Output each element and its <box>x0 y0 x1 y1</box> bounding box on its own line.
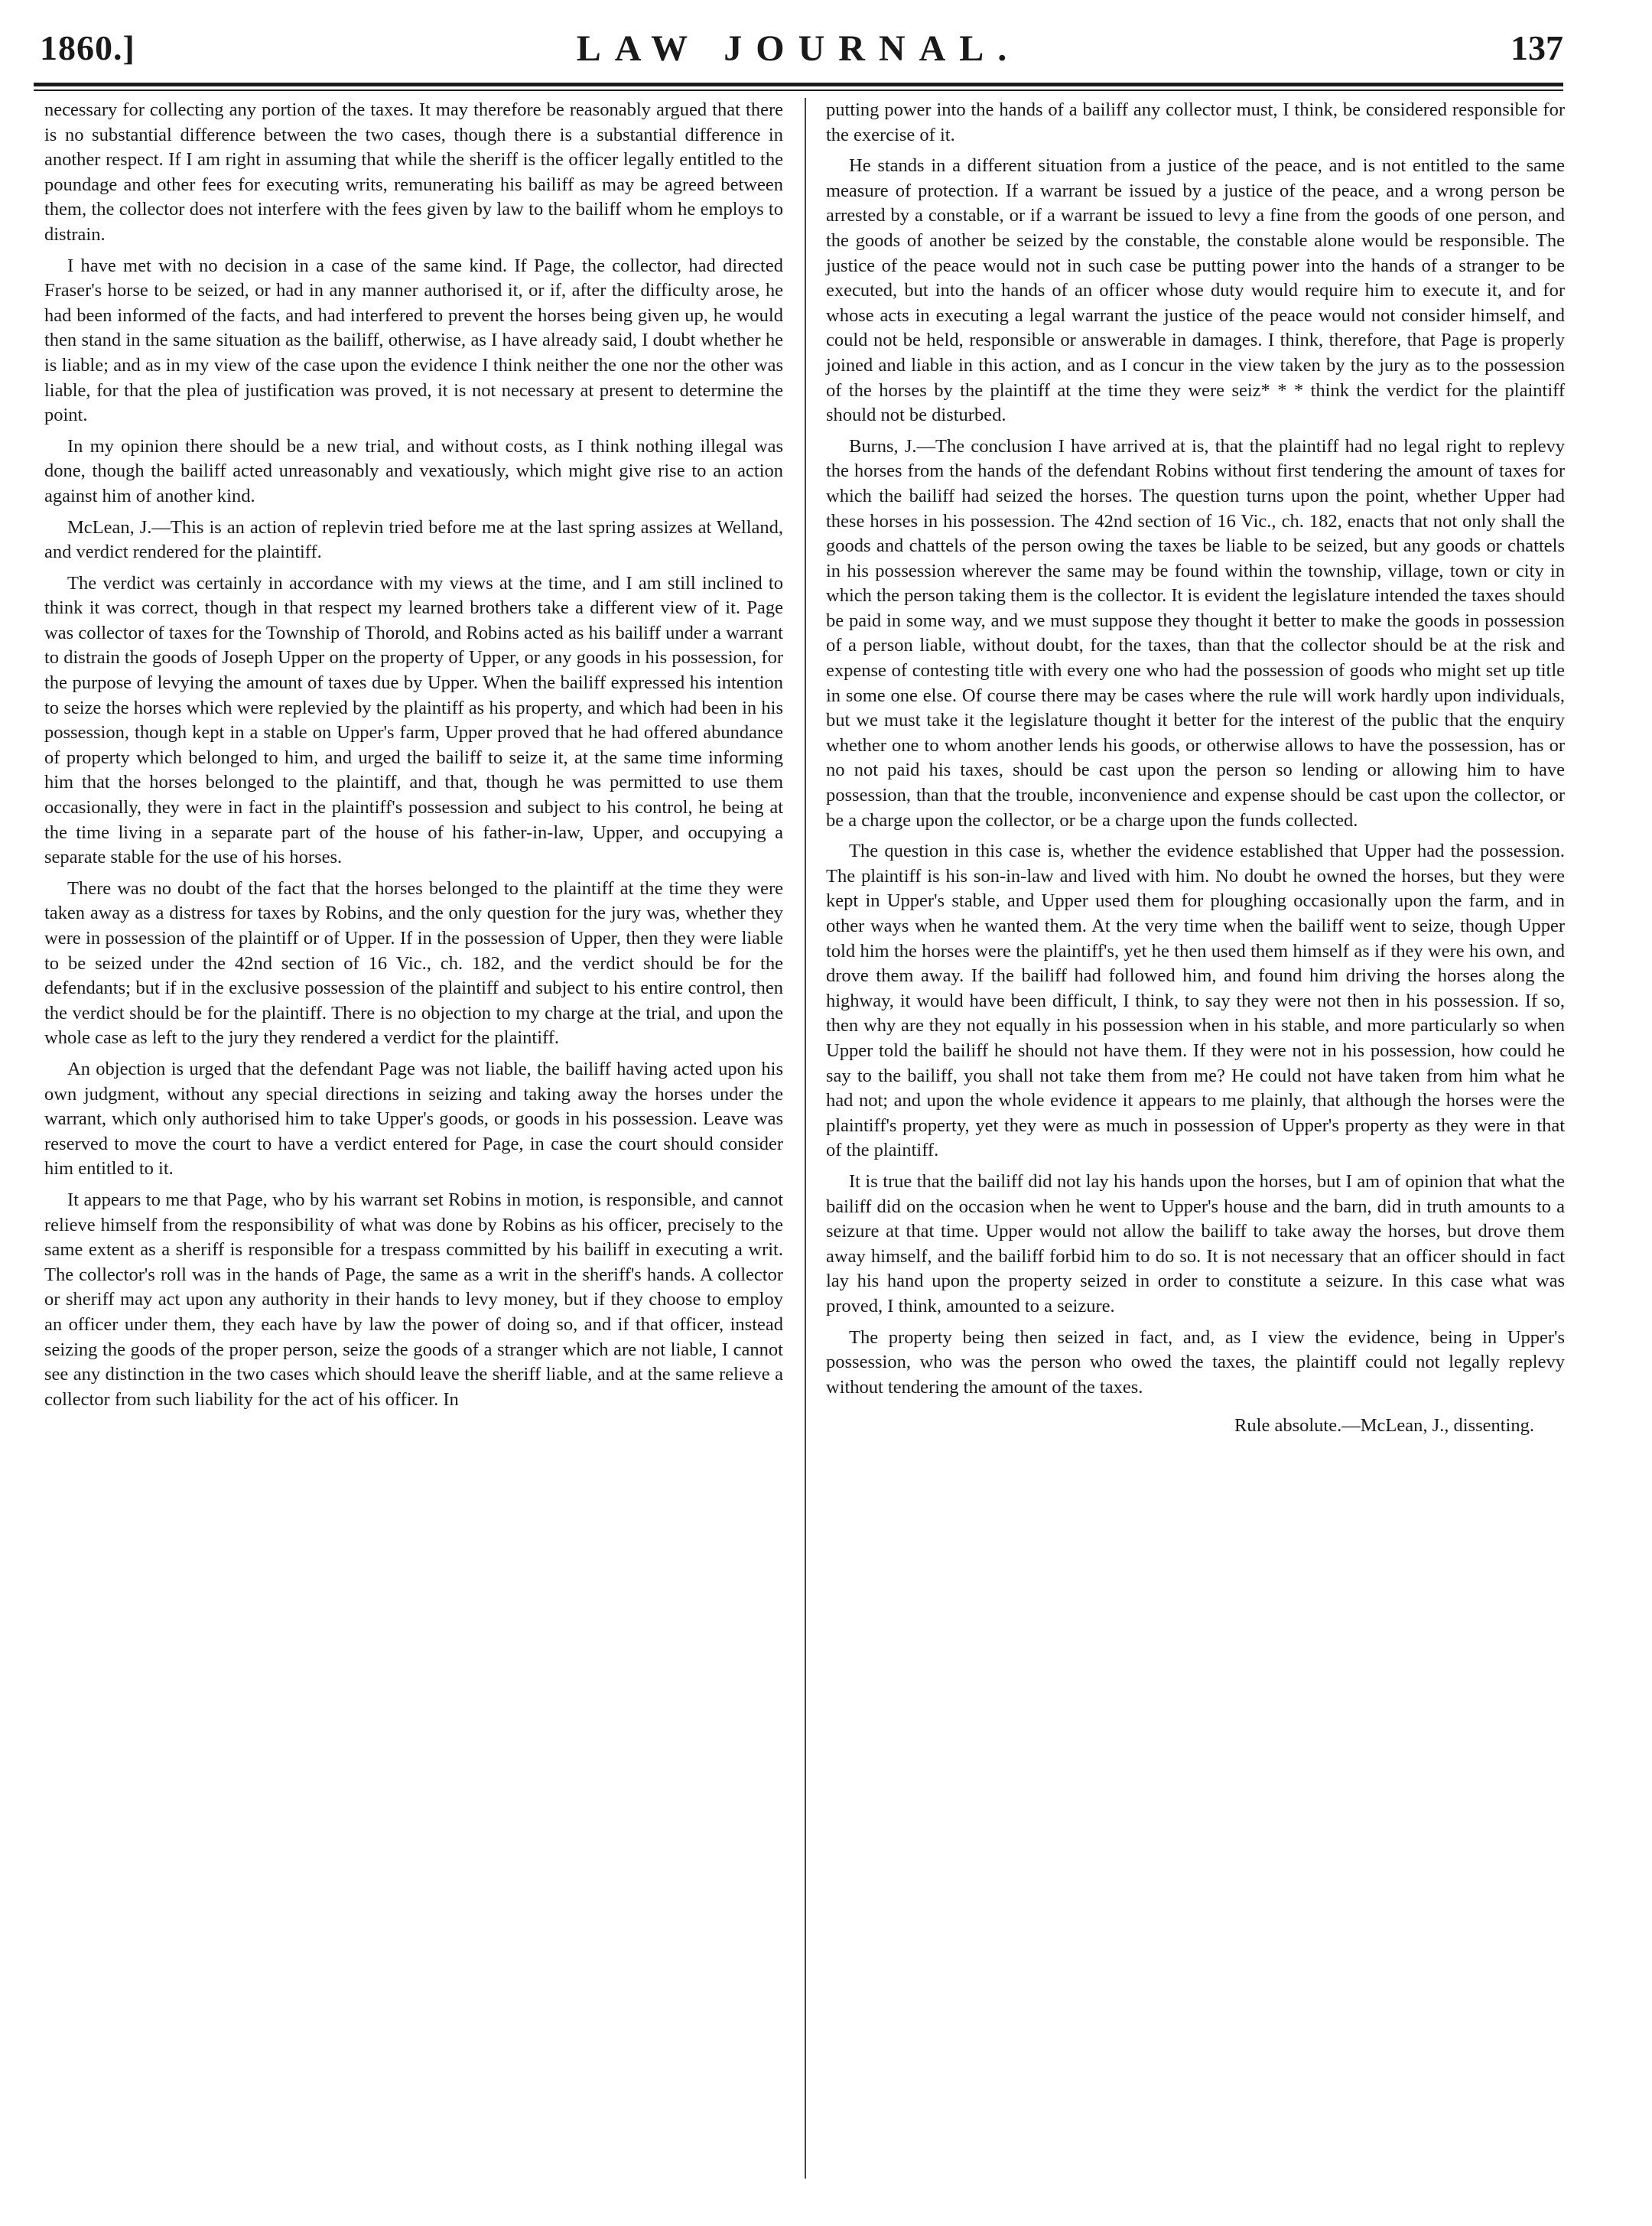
column-divider <box>805 98 806 2179</box>
header-rule-thick <box>34 83 1563 86</box>
journal-title: LAW JOURNAL. <box>576 28 1021 69</box>
paragraph: It is true that the bailiff did not lay his hands upon the horses, but I am of opinion that what the bailiff did on the occasion when he went to Upper's house and the barn, did in truth amounts to a seizure at that time. Upper would not allow the bailiff to take away the horses, but drove them away himself, and the bailiff forbid him to do so. It is not necessary that an officer should in fact lay his hand upon the property seized in order to constitute a seizure. In this case what was proved, I think, amounted to a seizure. <box>826 1170 1565 1316</box>
paragraph: Burns, J.—The conclusion I have arrived at is, that the plaintiff had no legal right to replevy the horses from the hands of the defendant Robins without first tendering the amount of taxes for which the bailiff had seized the horses. The question turns upon the point, whether Upper had these horses in his possession. The 42nd section of 16 Vic., ch. 182, enacts that not only shall the goods and chattels of the person owing the taxes be liable to be seized, but any goods or chattels in his possession wherever the same may be found within the township, village, town or city in which the person taking them is the collector. It is evident the legislature intended the taxes should be paid in some way, and we must suppose they thought it better to make the goods in possession of a person liable, without doubt, for the taxes, than that the collector should be at the risk and expense of contesting title with every one who had the possession of goods who might set up title in some one else. Of course there may be cases where the rule will work hardly upon individuals, but we must take it the legislature thought it better for the interest of the public that the enquiry whether one to whom another lends his goods, or otherwise allows to have the possession, has or no not paid his taxes, should be cast upon the person so lending or allowing him to have possession, than that the trouble, inconvenience and expense should be cast upon the collector, or be a charge upon the collector, or be a charge upon the funds collected. <box>826 435 1565 831</box>
paragraph: There was no doubt of the fact that the horses belonged to the plaintiff at the time they were taken away as a distress for taxes by Robins, and the only question for the jury was, whether they were in possession of the plaintiff or of Upper. If in the possession of Upper, then they were liable to be seized under the 42nd section of 16 Vic., ch. 182, and the verdict should be for the defendants; but if in the exclusive possession of the plaintiff and subject to his entire control, then the verdict should be for the plaintiff. There is no objection to my charge at the trial, and upon the whole case as left to the jury they rendered a verdict for the plaintiff. <box>44 877 783 1049</box>
paragraph: McLean, J.—This is an action of replevin tried before me at the last spring assizes at Welland, and verdict rendered for the plaintiff. <box>44 516 783 563</box>
text-columns <box>34 98 1563 2194</box>
paragraph: An objection is urged that the defendant Page was not liable, the bailiff having acted upon his own judgment, without any special directions in seizing and taking away the horses under the warrant, which only authorised him to take Upper's goods, or goods in his possession. Leave was reserved to move the court to have a verdict entered for Page, in case the court should consider him entitled to it. <box>44 1058 783 1180</box>
running-header <box>34 28 1563 83</box>
paragraph: The property being then seized in fact, and, as I view the evidence, being in Upper's possession, who was the person who owed the taxes, the plaintiff could not legally replevy without tendering the amount of the taxes. <box>826 1326 1565 1398</box>
paragraph: The verdict was certainly in accordance with my views at the time, and I am still inclined to think it was correct, though in that respect my learned brothers take a different view of it. Page was collector of taxes for the Township of Thorold, and Robins acted as his bailiff under a warrant to distrain the goods of Joseph Upper on the property of Upper, or any goods in his possession, for the purpose of levying the amount of taxes due by Upper. When the bailiff expressed his intention to seize the horses which were replevied by the plaintiff as his property, and which had been in his possession, though kept in a stable on Upper's farm, Upper proved that he had offered abundance of property which belonged to him, and urged the bailiff to seize it, at the same time informing him that the horses belonged to the plaintiff, and that, though he was permitted to use them occasionally, they were in fact in the plaintiff's possession and subject to his control, he being at the time living in a separate part of the house of his father-in-law, Upper, and occupying a separate stable for the use of his horses. <box>44 572 783 868</box>
page-number: 137 <box>1511 28 1563 67</box>
paragraph: It appears to me that Page, who by his warrant set Robins in motion, is responsible, and cannot relieve himself from the responsibility of what was done by Robins as his officer, precisely to the same extent as a sheriff is responsible for a trespass committed by his bailiff in executing a writ. The collector's roll was in the hands of Page, the same as a writ in the sheriff's hands. A collector or sheriff may act upon any authority in their hands to levy money, but if they choose to employ an officer under them, they each have by law the power of doing so, and if that officer, instead seizing the goods of the proper person, seize the goods of a stranger which are not liable, I cannot see any distinction in the two cases which should leave the sheriff liable, and at the same relieve a collector from such liability for the act of his officer. In <box>44 1189 783 1410</box>
left-column <box>44 98 783 1418</box>
right-column <box>826 98 1565 1445</box>
paragraph: The question in this case is, whether the evidence established that Upper had the possession. The plaintiff is his son-in-law and lived with him. No doubt he owned the horses, but they were kept in Upper's stable, and Upper used them for ploughing occasionally upon the farm, and in other ways when he wanted them. At the very time when the bailiff went to seize, though Upper told him the horses were the plaintiff's, yet he then used them himself as if they were his own, and drove them away. If the bailiff had followed him, and found him driving the horses along the highway, it would have been difficult, I think, to say they were not then in his possession. If so, then why are they not equally in his possession when in his stable, and more particularly so when Upper told the bailiff he should not have them. If they were not in his possession, how could he say to the bailiff, you shall not take them from me? He could not have taken from him what he had not; and upon the whole evidence it appears to me plainly, that although the horses were the plaintiff's property, yet they were as much in possession of Upper's property as they were in that of the plaintiff. <box>826 841 1565 1161</box>
paragraph: putting power into the hands of a bailiff any collector must, I think, be considered responsible for the exercise of it. <box>826 99 1565 145</box>
paragraph: I have met with no decision in a case of the same kind. If Page, the collector, had directed Fraser's horse to be seized, or had in any manner authorised it, or if, after the difficulty arose, he had been informed of the facts, and had interfered to prevent the horses being given up, he would then stand in the same situation as the bailiff, otherwise, as I have already said, I doubt whether he is liable; and as in my view of the case upon the evidence I think neither the one nor the other was liable, for that the plea of justification was proved, it is not necessary at present to determine the point. <box>44 255 783 426</box>
paragraph: In my opinion there should be a new trial, and without costs, as I think nothing illegal was done, though the bailiff acted unreasonably and vexatiously, which might give rise to an action against him of another kind. <box>44 435 783 506</box>
header-rule-thin <box>34 89 1563 91</box>
closing-line: Rule absolute.—McLean, J., dissenting. <box>1234 1415 1534 1437</box>
journal-page <box>34 28 1563 2200</box>
header-year: 1860.] <box>40 28 135 67</box>
paragraph: He stands in a different situation from a justice of the peace, and is not entitled to the same measure of protection. If a warrant be issued by a justice of the peace, and a wrong person be arrested by a constable, or if a warrant be issued to levy a fine from the goods of one person, and the goods of another be seized by the constable, the constable alone would be responsible. The justice of the peace would not in such case be putting power into the hands of a stranger to be executed, but into the hands of an officer whose duty would require him to execute it, and for whose acts in executing a legal warrant the justice of the peace would not consider himself, and could not be held, responsible or answerable in damages. I think, therefore, that Page is properly joined and liable in this action, and as I concur in the view taken by the jury as to the possession of the horses by the plaintiff at the time they were seiz* * * think the verdict for the plaintiff should not be disturbed. <box>826 155 1565 426</box>
paragraph: necessary for collecting any portion of the taxes. It may therefore be reasonably argued that there is no substantial difference between the two cases, though there is a substantial difference in another respect. If I am right in assuming that while the sheriff is the officer legally entitled to the poundage and other fees for executing writs, remunerating his bailiff as may be agreed between them, the collector does not interfere with the fees given by law to the bailiff whom he employs to distrain. <box>44 99 783 245</box>
